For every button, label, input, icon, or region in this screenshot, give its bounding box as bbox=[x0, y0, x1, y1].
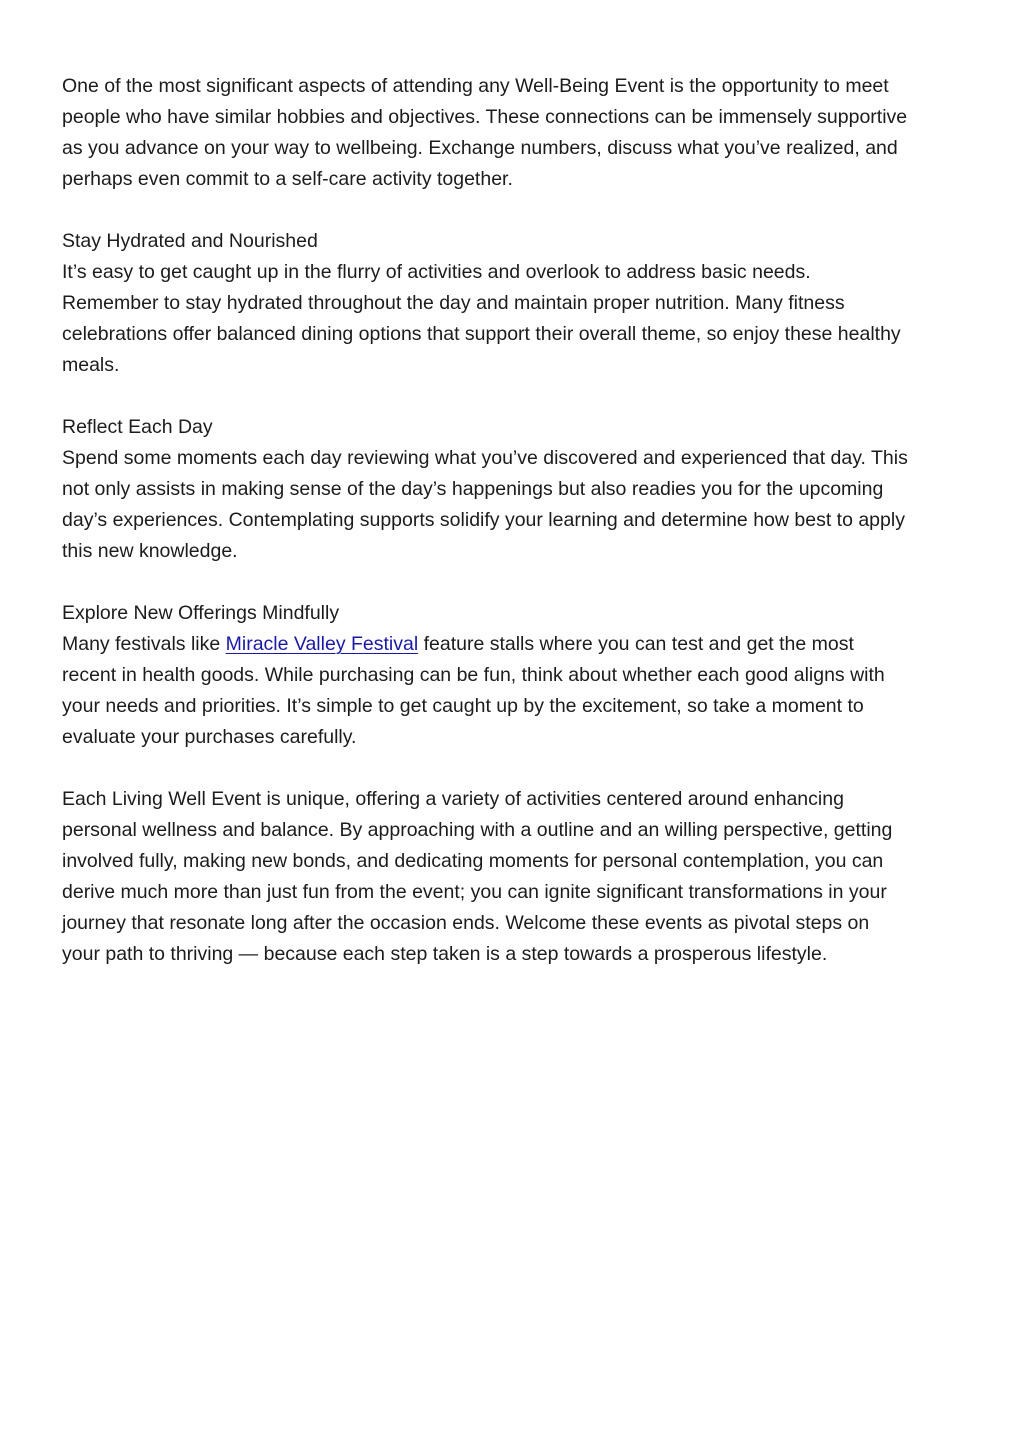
intro-paragraph bbox=[62, 71, 972, 195]
section-heading-reflect: Reflect Each Day bbox=[62, 416, 213, 438]
paragraph-line: One of the most significant aspects of attending any Well-Being Event is the opportunity to meet bbox=[62, 75, 889, 97]
section-hydrated bbox=[62, 226, 972, 381]
paragraph-line: Each Living Well Event is unique, offering a variety of activities centered around enhancing bbox=[62, 788, 844, 810]
closing-paragraph bbox=[62, 784, 972, 970]
paragraph-line: this new knowledge. bbox=[62, 540, 238, 562]
link-following-text: feature stalls where you can test and get the most bbox=[418, 633, 854, 655]
miracle-valley-festival-link[interactable]: Miracle Valley Festival bbox=[225, 633, 419, 655]
paragraph-line: recent in health goods. While purchasing can be fun, think about whether each good aligns with bbox=[62, 664, 885, 686]
paragraph-line: not only assists in making sense of the day’s happenings but also readies you for the upcoming bbox=[62, 478, 884, 500]
paragraph-line: perhaps even commit to a self-care activity together. bbox=[62, 168, 513, 190]
paragraph-line: journey that resonate long after the occasion ends. Welcome these events as pivotal steps on bbox=[62, 912, 870, 934]
section-heading-explore: Explore New Offerings Mindfully bbox=[62, 602, 340, 624]
paragraph-line: evaluate your purchases carefully. bbox=[62, 726, 357, 748]
paragraph-line: as you advance on your way to wellbeing. Exchange numbers, discuss what you’ve realized, and bbox=[62, 137, 898, 159]
paragraph-line: It’s easy to get caught up in the flurry of activities and overlook to address basic needs. bbox=[62, 261, 811, 283]
link-preceding-text: Many festivals like bbox=[62, 633, 226, 655]
paragraph-line: Spend some moments each day reviewing what you’ve discovered and experienced that day. This bbox=[62, 447, 908, 469]
paragraph-line: your needs and priorities. It’s simple to get caught up by the excitement, so take a moment to bbox=[62, 695, 864, 717]
paragraph-line: meals. bbox=[62, 354, 120, 376]
document-page bbox=[62, 71, 972, 1001]
paragraph-line: day’s experiences. Contemplating supports solidify your learning and determine how best to apply bbox=[62, 509, 905, 531]
section-heading-hydrated: Stay Hydrated and Nourished bbox=[62, 230, 318, 252]
paragraph-line: Remember to stay hydrated throughout the day and maintain proper nutrition. Many fitness bbox=[62, 292, 845, 314]
paragraph-line: celebrations offer balanced dining options that support their overall theme, so enjoy these healthy bbox=[62, 323, 901, 345]
paragraph-line: involved fully, making new bonds, and dedicating moments for personal contemplation, you can bbox=[62, 850, 884, 872]
section-explore bbox=[62, 598, 972, 753]
paragraph-line: derive much more than just fun from the event; you can ignite significant transformations in your bbox=[62, 881, 887, 903]
section-reflect bbox=[62, 412, 972, 567]
paragraph-line: personal wellness and balance. By approaching with a outline and an willing perspective, getting bbox=[62, 819, 893, 841]
paragraph-line: your path to thriving — because each step taken is a step towards a prosperous lifestyle. bbox=[62, 943, 828, 965]
paragraph-line-with-link bbox=[62, 629, 972, 660]
paragraph-line: people who have similar hobbies and objectives. These connections can be immensely supportive bbox=[62, 106, 908, 128]
